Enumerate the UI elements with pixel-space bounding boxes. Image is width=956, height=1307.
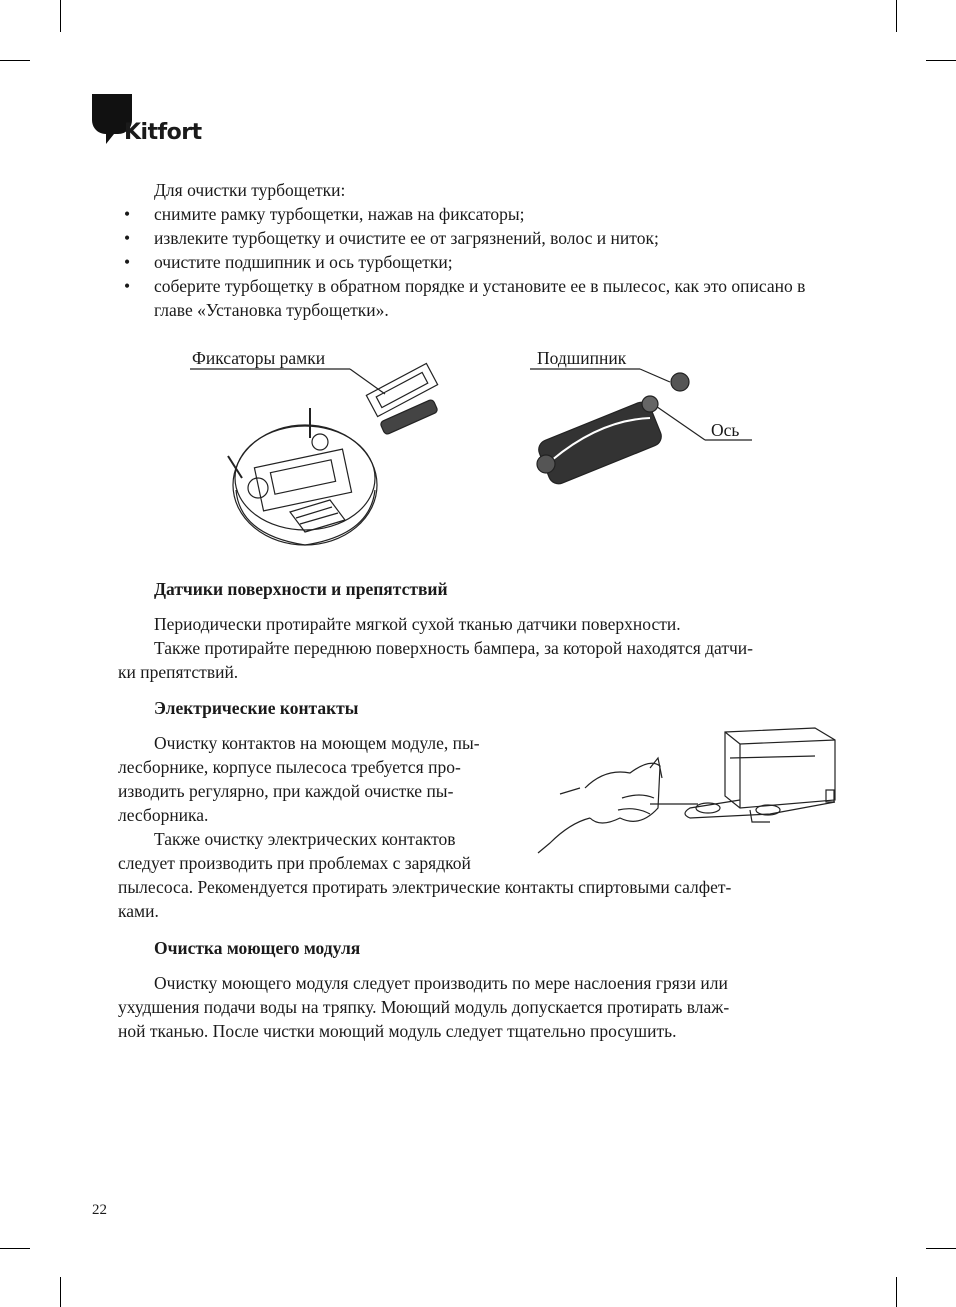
section-heading-mop-module: Очистка моющего модуля (154, 938, 361, 958)
list-item: • извлеките турбощетку и очистите ее от загрязнений, волос и ниток; (124, 228, 659, 248)
mop-module-line: ухудшения подачи воды на тряпку. Моющий модуль допускается протирать влаж- (118, 997, 730, 1017)
crop-mark (926, 60, 956, 61)
turbo-brush-intro: Для очистки турбощетки: (154, 180, 346, 200)
sensors-paragraph-2-line-1: Также протирайте переднюю поверхность бампера, за которой находятся датчи- (154, 638, 753, 658)
charging-dock-cleaning-illustration (530, 718, 850, 868)
section-heading-contacts: Электрические контакты (154, 698, 359, 718)
crop-mark (926, 1248, 956, 1249)
contacts-line: Также очистку электрических контактов (154, 829, 456, 849)
contacts-line: лесборнике, корпусе пылесоса требуется про- (118, 757, 461, 777)
robot-vacuum-illustration (180, 360, 780, 560)
crop-mark (896, 1277, 897, 1307)
turbo-brush-steps (118, 202, 838, 322)
list-item: • соберите турбощетку в обратном порядке и установите ее в пылесос, как это описано в главе «Установка турбощетки». (124, 276, 806, 320)
brand-logo (92, 94, 202, 146)
contacts-line: лесборника. (118, 805, 209, 825)
crop-mark (0, 60, 30, 61)
contacts-line: следует производить при проблемах с зарядкой (118, 853, 471, 873)
contacts-line: пылесоса. Рекомендуется протирать электрические контакты спиртовыми салфет- (118, 877, 732, 897)
contacts-line: Очистку контактов на моющем модуле, пы- (154, 733, 480, 753)
crop-mark (60, 0, 61, 32)
mop-module-line: ной тканью. После чистки моющий модуль следует тщательно просушить. (118, 1021, 677, 1041)
crop-mark (896, 0, 897, 32)
crop-mark (60, 1277, 61, 1307)
crop-mark (0, 1248, 30, 1249)
sensors-paragraph-2-line-2: ки препятствий. (118, 662, 239, 682)
list-item: • очистите подшипник и ось турбощетки; (124, 252, 453, 272)
label-axis: Ось (711, 420, 740, 440)
label-bearing: Подшипник (537, 348, 627, 368)
page-number: 22 (92, 1202, 107, 1218)
bullet-icon: • (124, 252, 131, 272)
contacts-line: изводить регулярно, при каждой очистке пы- (118, 781, 454, 801)
bullet-icon: • (124, 228, 131, 248)
brand-name: Kitfort (124, 120, 202, 145)
mop-module-line: Очистку моющего модуля следует производить по мере наслоения грязи или (154, 973, 728, 993)
list-item: • снимите рамку турбощетки, нажав на фиксаторы; (124, 204, 525, 224)
label-frame-latches: Фиксаторы рамки (192, 348, 326, 368)
bullet-icon: • (124, 204, 131, 224)
sensors-paragraph-1: Периодически протирайте мягкой сухой тканью датчики поверхности. (154, 614, 681, 634)
section-heading-sensors: Датчики поверхности и препятствий (154, 579, 448, 599)
bullet-icon: • (124, 276, 131, 296)
contacts-line: ками. (118, 901, 159, 921)
